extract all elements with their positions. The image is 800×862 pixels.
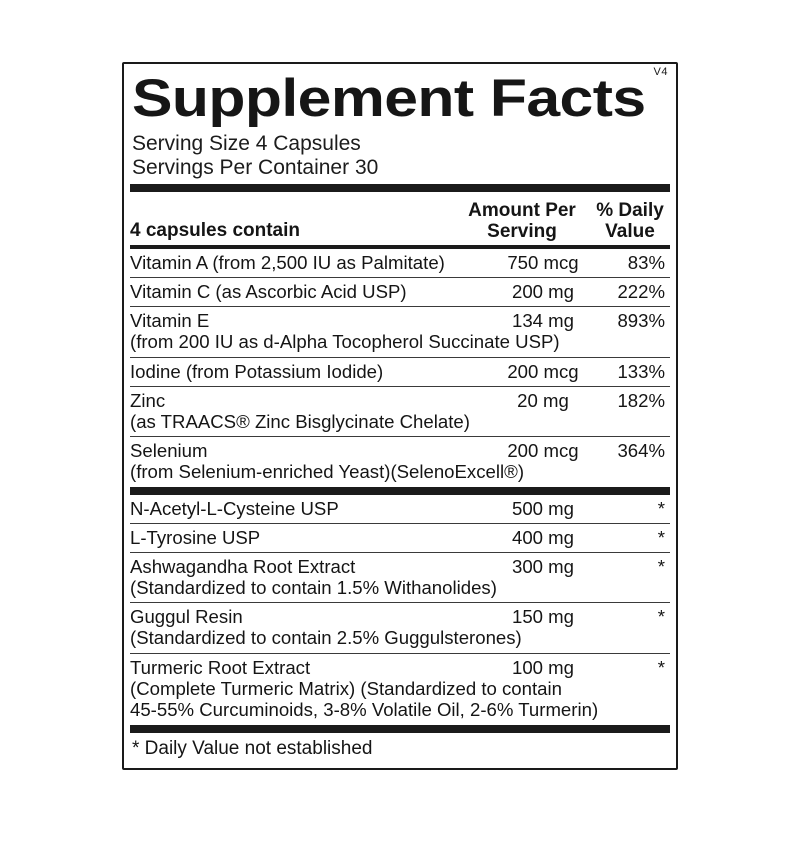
panel-title: Supplement Facts — [132, 69, 646, 128]
ingredient-daily-value: 133% — [617, 360, 665, 382]
daily-value-footnote: * Daily Value not established — [132, 737, 373, 759]
ingredient-amount: 200 mg — [511, 281, 575, 302]
ingredient-daily-value: * — [657, 526, 665, 548]
section-divider-bar — [130, 487, 670, 495]
table-row-main-line — [130, 606, 670, 627]
ingredient-name: Vitamin A (from 2,500 IU as Palmitate) — [130, 252, 445, 273]
ingredient-amount: 400 mg — [511, 526, 575, 548]
table-row — [130, 603, 670, 654]
ingredient-name: Ashwagandha Root Extract — [130, 555, 356, 577]
ingredient-daily-value: 222% — [617, 281, 665, 302]
servings-per-container: Servings Per Container 30 — [132, 156, 379, 179]
table-row — [130, 437, 670, 487]
section-divider-bar — [130, 184, 670, 192]
table-row-main-line — [130, 310, 670, 331]
ingredient-amount: 20 mg — [517, 389, 569, 411]
table-row-main-line — [130, 361, 670, 382]
ingredient-description — [130, 627, 670, 649]
ingredient-name: Selenium — [130, 440, 208, 461]
table-row — [130, 654, 670, 725]
ingredient-name: Turmeric Root Extract — [130, 656, 311, 678]
ingredient-name: Guggul Resin — [130, 606, 243, 627]
table-row-main-line — [130, 527, 670, 548]
column-header-amount: Amount Per Serving — [468, 200, 576, 242]
table-row-main-line — [130, 556, 670, 577]
ingredient-amount: 150 mg — [511, 606, 575, 627]
table-row-main-line — [130, 252, 670, 273]
ingredient-name: Vitamin E — [130, 310, 210, 331]
ingredient-description — [130, 678, 670, 721]
table-row-main-line — [130, 390, 670, 411]
ingredient-daily-value: 182% — [617, 389, 665, 411]
table-row-main-line — [130, 657, 670, 678]
ingredient-name: Vitamin C (as Ascorbic Acid USP) — [130, 281, 407, 302]
ingredient-name: Iodine (from Potassium Iodide) — [130, 360, 384, 382]
ingredient-description-line: (from 200 IU as d-Alpha Tocopherol Succinate USP) — [130, 331, 560, 352]
table-row — [130, 307, 670, 358]
column-header-contain: 4 capsules contain — [130, 220, 301, 241]
ingredient-daily-value: 83% — [627, 252, 665, 273]
ingredient-name: Zinc — [130, 389, 166, 411]
ingredient-description-line: (from Selenium-enriched Yeast)(SelenoExcell®) — [130, 461, 525, 482]
serving-size: Serving Size 4 Capsules — [132, 132, 361, 155]
masthead — [130, 67, 670, 180]
ingredient-daily-value: * — [657, 606, 665, 627]
ingredient-amount: 500 mg — [511, 497, 575, 519]
ingredient-description — [130, 461, 670, 483]
ingredient-description — [130, 331, 670, 353]
ingredient-amount: 750 mcg — [507, 252, 579, 273]
ingredient-daily-value: 364% — [617, 440, 665, 461]
table-row — [130, 553, 670, 604]
table-header-row — [130, 192, 670, 245]
ingredient-name: N-Acetyl-L-Cysteine USP — [130, 497, 339, 519]
ingredient-amount: 200 mcg — [507, 440, 579, 461]
section-divider-bar — [130, 725, 670, 733]
ingredient-amount: 300 mg — [511, 555, 575, 577]
table-row-main-line — [130, 281, 670, 302]
other-ingredients-table — [130, 495, 670, 725]
ingredient-description — [130, 577, 670, 599]
ingredient-description-line: (Standardized to contain 2.5% Guggulsterones) — [130, 627, 522, 648]
table-row — [130, 249, 670, 278]
ingredient-daily-value: * — [657, 656, 665, 678]
table-row-main-line — [130, 440, 670, 461]
column-header-daily-value: % Daily Value — [596, 200, 664, 242]
main-ingredients-table — [130, 249, 670, 487]
supplement-facts-panel — [122, 62, 678, 770]
table-row — [130, 495, 670, 524]
table-row — [130, 278, 670, 307]
table-row — [130, 387, 670, 438]
ingredient-name: L-Tyrosine USP — [130, 526, 261, 548]
table-row-main-line — [130, 498, 670, 519]
ingredient-daily-value: * — [657, 497, 665, 519]
ingredient-amount: 200 mcg — [507, 360, 579, 382]
ingredient-description-line: (as TRAACS® Zinc Bisglycinate Chelate) — [130, 410, 470, 432]
ingredient-description — [130, 411, 670, 433]
ingredient-description-line: 45-55% Curcuminoids, 3-8% Volatile Oil, 2-6% Turmerin) — [130, 699, 599, 720]
ingredient-amount: 100 mg — [511, 656, 575, 678]
ingredient-description-line: (Standardized to contain 1.5% Withanolides) — [130, 576, 497, 598]
table-row — [130, 358, 670, 387]
table-row — [130, 524, 670, 553]
ingredient-description-line: (Complete Turmeric Matrix) (Standardized to contain — [130, 677, 562, 699]
ingredient-daily-value: 893% — [617, 310, 665, 331]
ingredient-daily-value: * — [657, 555, 665, 577]
ingredient-amount: 134 mg — [511, 310, 575, 331]
version-tag: V4 — [653, 66, 668, 78]
